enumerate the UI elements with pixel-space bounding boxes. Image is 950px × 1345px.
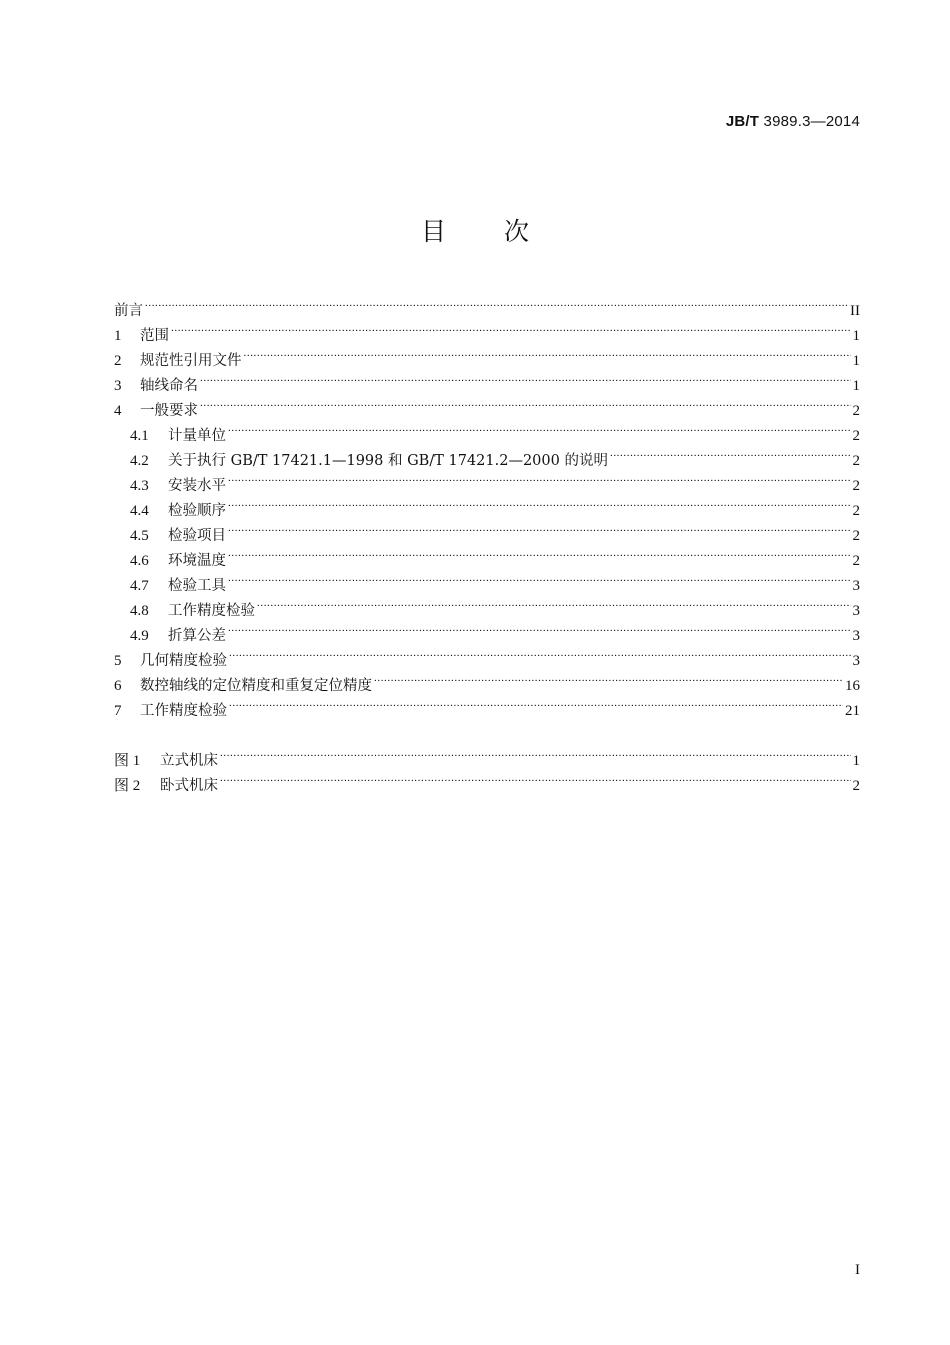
toc-label: 工作精度检验 — [168, 603, 255, 619]
toc-number: 4 — [114, 403, 122, 419]
toc-number: 4.5 — [130, 528, 149, 544]
toc-page: 2 — [852, 503, 860, 519]
document-code-number: 3989.3—2014 — [759, 113, 860, 130]
toc-entry-2[interactable] — [114, 340, 860, 369]
toc-page: 3 — [852, 578, 860, 594]
toc-leader-dots — [171, 315, 851, 340]
toc-page: 3 — [852, 628, 860, 644]
toc-label: 一般要求 — [140, 403, 198, 419]
toc-label: 轴线命名 — [140, 378, 198, 394]
toc-page: 2 — [852, 403, 860, 419]
toc-page: 1 — [852, 378, 860, 394]
toc-label: 关于执行 GB/T 17421.1—1998 和 GB/T 17421.2—2000 的说明 — [168, 453, 608, 469]
page-number: I — [855, 1262, 860, 1278]
toc-label: 检验顺序 — [168, 503, 226, 519]
toc-number: 4.7 — [130, 578, 149, 594]
toc-page: 1 — [852, 353, 860, 369]
figure-entry-1[interactable] — [114, 740, 860, 769]
title-char-2: 次 — [504, 217, 530, 246]
figure-number: 图 2 — [114, 778, 141, 794]
toc-leader-dots — [200, 390, 851, 415]
toc-number: 4.8 — [130, 603, 149, 619]
toc-label: 范围 — [140, 328, 169, 344]
toc-leader-dots — [220, 765, 851, 790]
toc-number: 4.4 — [130, 503, 149, 519]
toc-page: 2 — [852, 478, 860, 494]
toc-page: 3 — [852, 603, 860, 619]
toc-label: 检验工具 — [168, 578, 226, 594]
toc-leader-dots — [145, 290, 848, 315]
figure-entry-2[interactable] — [114, 765, 860, 794]
toc-leader-dots — [220, 740, 851, 765]
toc-page: 21 — [845, 703, 860, 719]
toc-leader-dots — [228, 515, 851, 540]
toc-number: 3 — [114, 378, 122, 394]
toc-leader-dots — [228, 415, 851, 440]
toc-page: 3 — [852, 653, 860, 669]
toc-page: 16 — [845, 678, 860, 694]
toc-number: 4.3 — [130, 478, 149, 494]
toc-number: 7 — [114, 703, 122, 719]
toc-label: 工作精度检验 — [140, 703, 227, 719]
figure-label: 立式机床 — [160, 753, 218, 769]
toc-page: 1 — [852, 328, 860, 344]
toc-leader-dots — [257, 590, 851, 615]
toc-page: II — [850, 303, 860, 319]
toc-leader-dots — [374, 665, 843, 690]
toc-number: 6 — [114, 678, 122, 694]
toc-leader-dots — [244, 340, 851, 365]
toc-leader-dots — [610, 440, 851, 465]
figure-page: 2 — [852, 778, 860, 794]
toc-leader-dots — [228, 540, 851, 565]
document-code — [726, 113, 860, 130]
toc-number: 1 — [114, 328, 122, 344]
toc-leader-dots — [200, 365, 851, 390]
toc-number: 2 — [114, 353, 122, 369]
toc-leader-dots — [228, 490, 851, 515]
toc-leader-dots — [229, 690, 843, 715]
toc-page: 2 — [852, 453, 860, 469]
toc-leader-dots — [228, 615, 851, 640]
toc-label: 环境温度 — [168, 553, 226, 569]
toc-page: 2 — [852, 528, 860, 544]
toc-label: 计量单位 — [168, 428, 226, 444]
toc-number: 4.1 — [130, 428, 149, 444]
page-title — [0, 212, 950, 248]
toc-entry-3[interactable] — [114, 365, 860, 394]
document-code-prefix: JB/T — [725, 113, 760, 130]
toc-number: 4.2 — [130, 453, 149, 469]
toc-label: 规范性引用文件 — [140, 353, 242, 369]
title-char-1: 目 — [420, 217, 446, 246]
toc-entry-4[interactable] — [114, 390, 860, 419]
toc-number: 4.9 — [130, 628, 149, 644]
figure-label: 卧式机床 — [160, 778, 218, 794]
toc-label: 几何精度检验 — [140, 653, 227, 669]
figure-number: 图 1 — [114, 753, 141, 769]
toc-entry-1[interactable] — [114, 315, 860, 344]
toc-page: 2 — [852, 428, 860, 444]
toc-label: 数控轴线的定位精度和重复定位精度 — [140, 678, 372, 694]
toc-leader-dots — [229, 640, 851, 665]
toc-label: 前言 — [114, 303, 143, 319]
toc-label: 安装水平 — [168, 478, 226, 494]
toc-number: 4.6 — [130, 553, 149, 569]
toc-page: 2 — [852, 553, 860, 569]
toc-entry-4-1[interactable] — [114, 415, 860, 444]
toc-leader-dots — [228, 565, 851, 590]
toc-label: 检验项目 — [168, 528, 226, 544]
figure-page: 1 — [852, 753, 860, 769]
toc-leader-dots — [228, 465, 851, 490]
table-of-contents — [114, 290, 860, 794]
toc-entry-foreword[interactable] — [114, 290, 860, 319]
toc-number: 5 — [114, 653, 122, 669]
toc-label: 折算公差 — [168, 628, 226, 644]
